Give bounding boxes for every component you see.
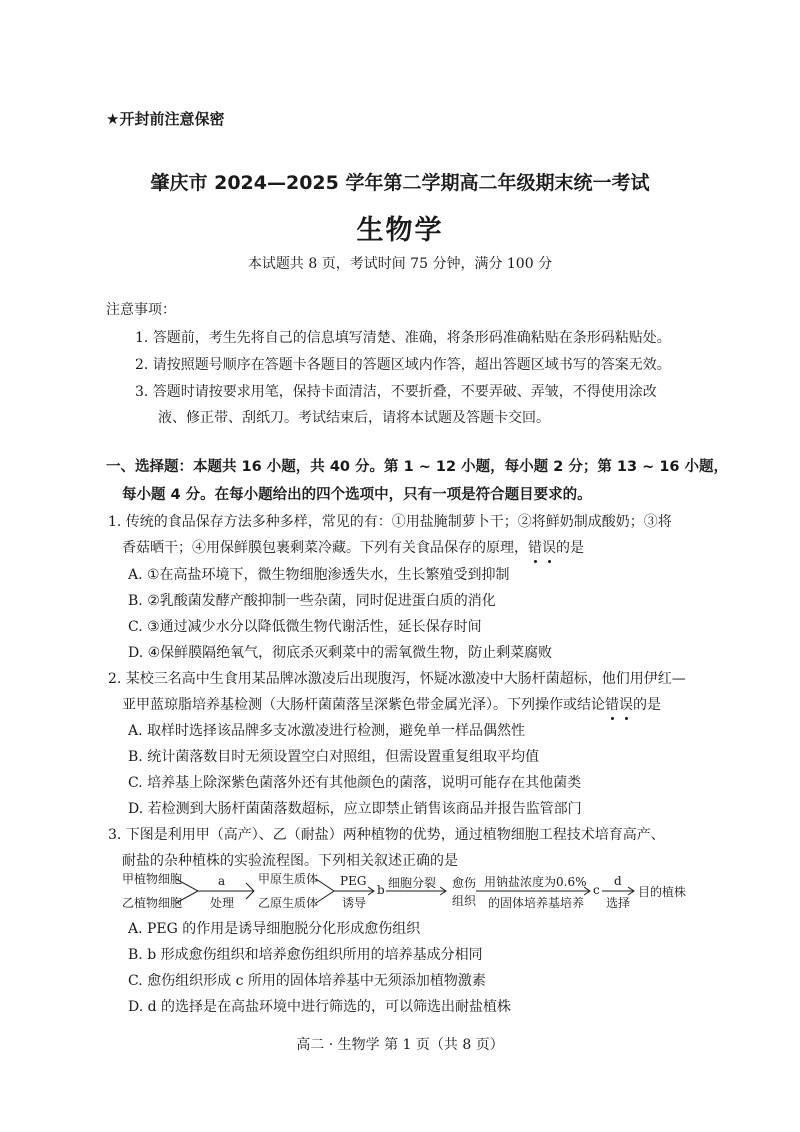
section-heading-cont: 每小题 4 分。在每小题给出的四个选项中，只有一项是符合题目要求的。: [122, 487, 592, 503]
flow-medium-bottom: 的固体培养基培养: [488, 896, 585, 910]
flow-step-a-label: 处理: [210, 896, 235, 910]
flow-step-a: a: [218, 874, 226, 888]
emphasis-dot-char: 错: [528, 537, 542, 557]
flow-division: 细胞分裂: [388, 876, 437, 890]
confidential-notice: ★开封前注意保密: [106, 110, 225, 128]
instruction-item: 2. 请按照题号顺序在答题卡各题目的答题区域内作答，超出答题区域书写的答案无效。: [135, 357, 671, 373]
flow-d: d: [614, 874, 622, 888]
q1-option-b: B. ②乳酸菌发酵产酸抑制一些杂菌，同时促进蛋白质的消化: [128, 593, 496, 609]
exam-info: 本试题共 8 页，考试时间 75 分钟，满分 100 分: [247, 256, 553, 272]
question-2: 2. 某校三名高中生食用某品牌冰激凌后出现腹泻，怀疑冰激凌中大肠杆菌超标，他们用伊红—: [108, 671, 686, 687]
question-3: 3. 下图是利用甲（高产）、乙（耐盐）两种植物的优势，通过植物细胞工程技术培育高产、: [108, 827, 665, 843]
q2-option-a: A. 取样时选择该品牌多支冰激凌进行检测，避免单一样品偶然性: [128, 723, 526, 739]
emphasis-dot-char: 误: [542, 537, 556, 557]
page-footer: 高二 · 生物学 第 1 页（共 8 页）: [296, 1037, 504, 1053]
q2-option-c: C. 培养基上除深紫色菌落外还有其他颜色的菌落，说明可能存在其他菌类: [128, 775, 582, 791]
exam-title: 肇庆市 2024—2025 学年第二学期高二年级期末统一考试: [150, 172, 650, 194]
instructions-heading: 注意事项：: [106, 302, 176, 318]
merge-bracket-2: [316, 879, 334, 903]
flow-cell-b: 乙植物细胞: [122, 896, 183, 910]
flow-callus-2: 组织: [452, 894, 477, 908]
question-1: 1. 传统的食品保存方法多种多样，常见的有：①用盐腌制萝卜干；②将鲜奶制成酸奶；③将: [108, 514, 672, 530]
flow-target: 目的植株: [638, 885, 687, 899]
flow-cell-a: 甲植物细胞: [122, 872, 183, 886]
q2-option-d: D. 若检测到大肠杆菌菌落数超标，应立即禁止销售该商品并报告监管部门: [128, 801, 582, 817]
q2-option-b: B. 统计菌落数目时无须设置空白对照组，但需设置重复组取平均值: [128, 749, 540, 765]
question-1-cont: [122, 537, 584, 557]
flow-peg: PEG: [340, 874, 367, 888]
subject-title: 生物学: [356, 215, 444, 246]
instruction-item: 3. 答题时请按要求用笔，保持卡面清洁，不要折叠，不要弄破、弄皱，不得使用涂改: [135, 384, 657, 400]
emphasis-dot-char: 误: [619, 694, 633, 714]
flow-b: b: [377, 883, 385, 897]
q3-option-b: B. b 形成愈伤组织和培养愈伤组织所用的培养基成分相同: [128, 947, 483, 963]
q2-text: 亚甲蓝琼脂培养基检测（大肠杆菌菌落呈深紫色带金属光泽）。下列操作或结论: [122, 697, 605, 713]
flow-proto-b: 乙原生质体: [258, 896, 319, 910]
q1-option-c: C. ③通过减少水分以降低微生物代谢活性，延长保存时间: [128, 619, 482, 635]
instruction-item: 液、修正带、刮纸刀。考试结束后，请将本试题及答题卡交回。: [158, 410, 550, 426]
flow-callus-1: 愈伤: [452, 876, 477, 890]
question-2-cont: [122, 694, 661, 714]
q1-text-end: 的是: [556, 540, 584, 556]
q3-option-d: D. d 的选择是在高盐环境中进行筛选的，可以筛选出耐盐植株: [128, 999, 512, 1015]
q3-option-c: C. 愈伤组织形成 c 所用的固体培养基中无须添加植物激素: [128, 973, 486, 989]
q1-option-a: A. ①在高盐环境下，微生物细胞渗透失水，生长繁殖受到抑制: [128, 567, 510, 583]
flow-c: c: [593, 883, 600, 897]
flow-proto-a: 甲原生质体: [258, 872, 319, 886]
flow-select: 选择: [606, 896, 631, 910]
question-3-cont: 耐盐的杂种植株的实验流程图。下列相关叙述正确的是: [122, 853, 458, 869]
section-heading: 一、选择题：本题共 16 小题，共 40 分。第 1 ~ 12 小题，每小题 2 分；第 13 ~ 16 小题，: [106, 459, 729, 475]
q2-text-end: 的是: [633, 697, 661, 713]
experiment-flow-diagram: [120, 872, 720, 922]
q1-option-d: D. ④保鲜膜隔绝氧气，彻底杀灭剩菜中的需氧微生物，防止剩菜腐败: [128, 645, 553, 661]
q3-option-a: A. PEG 的作用是诱导细胞脱分化形成愈伤组织: [128, 921, 421, 937]
flow-peg-label: 诱导: [342, 896, 367, 910]
flow-medium-top: 用钠盐浓度为0.6%: [484, 875, 587, 889]
q1-text: 香菇晒干；④用保鲜膜包裹剩菜冷藏。下列有关食品保存的原理，: [122, 540, 528, 556]
instruction-item: 1. 答题前，考生先将自己的信息填写清楚、准确，将条形码准确粘贴在条形码粘贴处。: [135, 330, 671, 346]
emphasis-dot-char: 错: [605, 694, 619, 714]
